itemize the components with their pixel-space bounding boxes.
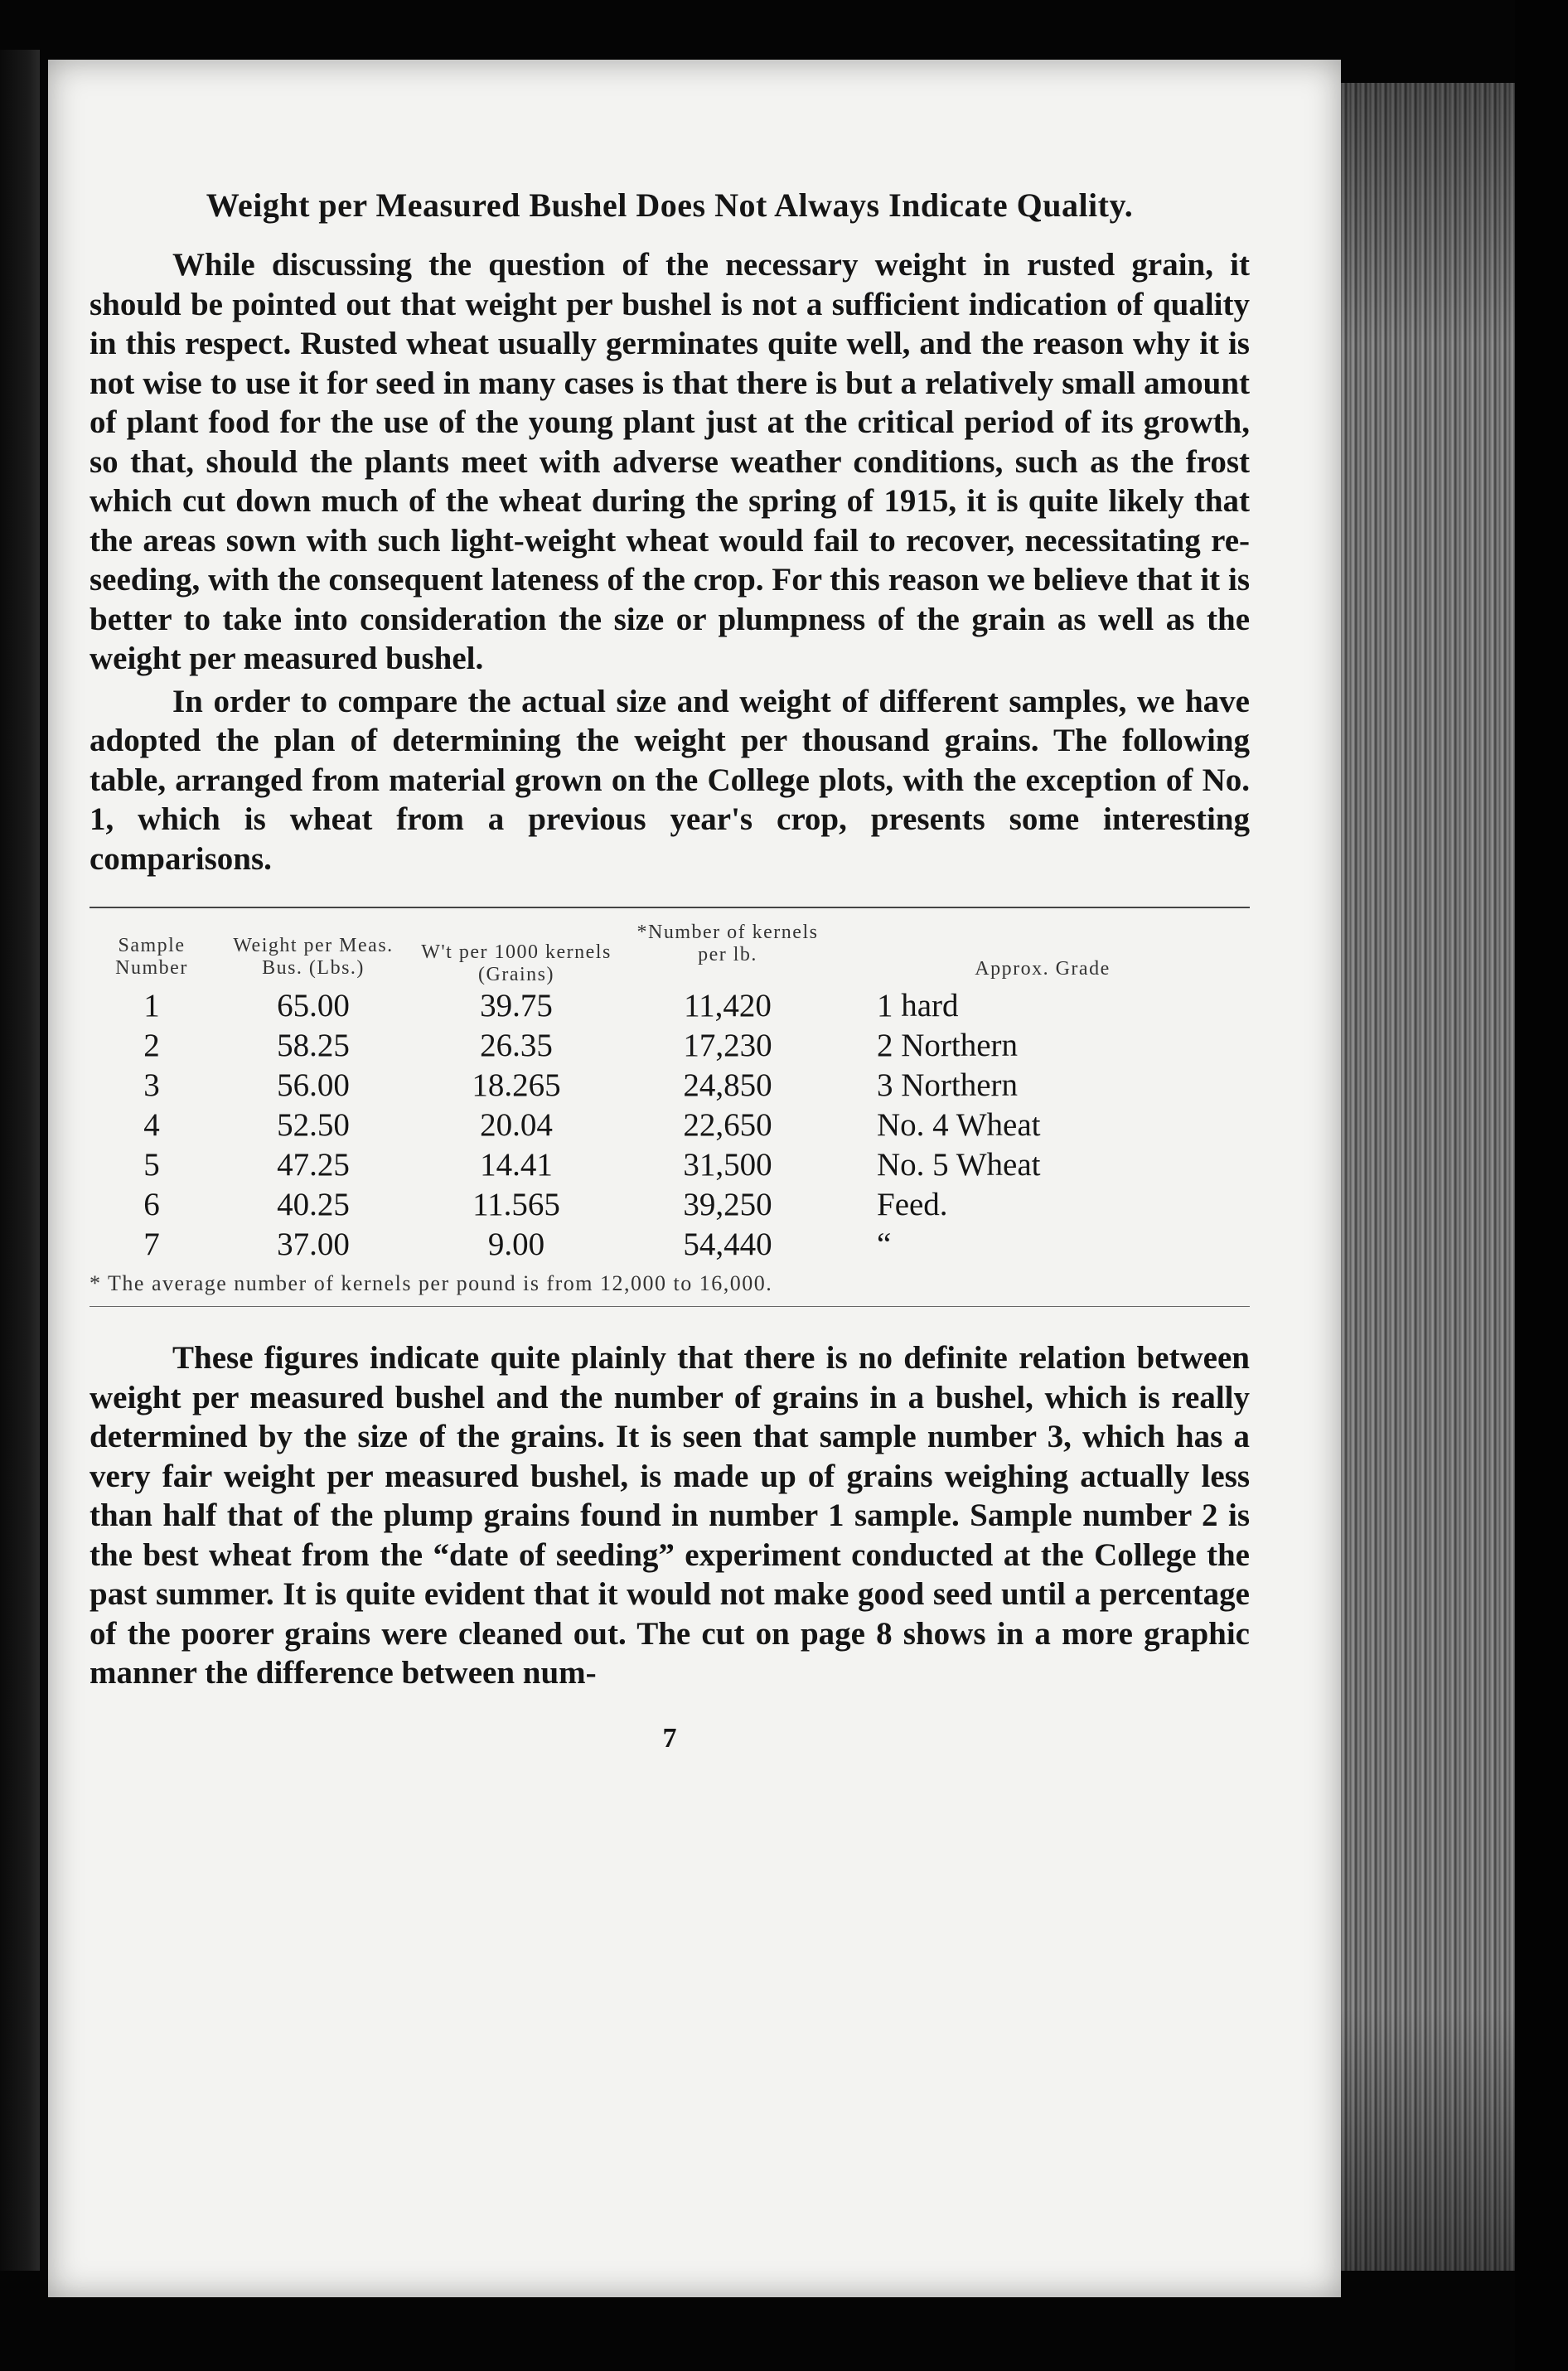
page-number: 7 [662,1722,677,1754]
header-weight-per-1000: W't per 1000 kernels (Grains) [421,941,612,985]
cell-weight-per-1000: 11.565 [472,1187,560,1222]
cell-sample-number: 3 [143,1067,160,1103]
cell-grade: No. 4 Wheat [877,1107,1041,1143]
cell-weight-per-1000: 14.41 [480,1147,553,1183]
table-row [90,1106,1250,1145]
table-row [90,1026,1250,1066]
header-grade: Approx. Grade [975,958,1111,980]
table-row [90,1066,1250,1106]
left-page-edge [0,50,40,2271]
table-row [90,1185,1250,1225]
cell-sample-number: 1 [143,988,160,1023]
cell-weight-per-bushel: 65.00 [277,988,350,1023]
table-body [90,986,1250,1265]
table-bottom-rule [90,1306,1250,1307]
page-stack-shadow [1341,83,1515,2271]
cell-kernels-per-lb: 17,230 [683,1028,772,1063]
table-row [90,1225,1250,1265]
header-weight-per-bushel: Weight per Meas. Bus. (Lbs.) [233,935,394,979]
cell-kernels-per-lb: 54,440 [683,1227,772,1262]
article-title: Weight per Measured Bushel Does Not Always Indicate Quality. [206,186,1134,224]
table-header-row [90,917,1250,986]
cell-weight-per-bushel: 47.25 [277,1147,350,1183]
cell-grade: 2 Northern [877,1028,1019,1063]
paragraph-1: While discussing the question of the necessary weight in rusted grain, it should be pointed out that weight per bushel is not a sufficient indication of quality in this respect. Rusted wheat usually germinates quite well, and the reason why it is not wise to use it for seed in many cases is that there is but a relatively small amount of plant food for the use of the young plant just at the critical period of its growth, so that, should the plants meet with adverse weather conditions, such as the frost which cut down much of the wheat during the spring of 1915, it is quite likely that the areas sown with such light-weight wheat would fail to recover, necessitating re-seeding, with the consequent lateness of the crop. For this reason we believe that it is better to take into consideration the size or plumpness of the grain as well as the weight per measured bushel. [90,247,1250,676]
cell-sample-number: 4 [143,1107,160,1143]
cell-sample-number: 2 [143,1028,160,1063]
cell-kernels-per-lb: 31,500 [683,1147,772,1183]
header-kernels-per-lb: *Number of kernels per lb. [636,922,819,965]
cell-weight-per-1000: 18.265 [472,1067,561,1103]
cell-weight-per-bushel: 52.50 [277,1107,350,1143]
cell-kernels-per-lb: 39,250 [683,1187,772,1222]
right-background [1515,0,1568,2371]
cell-weight-per-1000: 39.75 [480,988,553,1023]
table-top-rule [90,907,1250,908]
header-sample-number: Sample Number [115,935,188,979]
cell-weight-per-bushel: 40.25 [277,1187,350,1222]
cell-sample-number: 6 [143,1187,160,1222]
cell-weight-per-bushel: 58.25 [277,1028,350,1063]
table-row [90,986,1250,1026]
cell-weight-per-bushel: 56.00 [277,1067,350,1103]
cell-weight-per-1000: 26.35 [480,1028,553,1063]
table-row [90,1145,1250,1185]
cell-grade: “ [877,1227,892,1262]
paragraph-2: In order to compare the actual size and weight of different samples, we have adopted the plan of determining the weight per thousand grains. The following table, arranged from material grown on the College plots, with the exception of No. 1, which is wheat from a previous year's crop, presents some interesting comparisons. [90,683,1250,877]
sample-table [90,917,1250,1265]
cell-kernels-per-lb: 24,850 [683,1067,772,1103]
cell-sample-number: 7 [143,1227,160,1262]
cell-sample-number: 5 [143,1147,160,1183]
cell-grade: 1 hard [877,988,959,1023]
cell-kernels-per-lb: 22,650 [683,1107,772,1143]
cell-weight-per-1000: 20.04 [480,1107,553,1143]
table-footnote: * The average number of kernels per pound is from 12,000 to 16,000. [90,1271,773,1295]
cell-grade: Feed. [877,1187,948,1222]
cell-grade: 3 Northern [877,1067,1019,1103]
cell-weight-per-bushel: 37.00 [277,1227,350,1262]
table-block [90,907,1250,1307]
cell-grade: No. 5 Wheat [877,1147,1041,1183]
cell-weight-per-1000: 9.00 [487,1227,545,1262]
page-content [90,184,1250,1754]
cell-kernels-per-lb: 11,420 [684,988,772,1023]
paragraph-3: These figures indicate quite plainly that there is no definite relation between weight per measured bushel and the number of grains in a bushel, which is really determined by the size of the grains. It is seen that sample number 3, which has a very fair weight per measured bushel, is made up of grains weighing actually less than half that of the plump grains found in number 1 sample. Sample number 2 is the best wheat from the “date of seeding” experiment conducted at the College the past summer. It is quite evident that it would not make good seed until a percentage of the poorer grains were cleaned out. The cut on page 8 shows in a more graphic manner the difference between num- [90,1340,1250,1691]
